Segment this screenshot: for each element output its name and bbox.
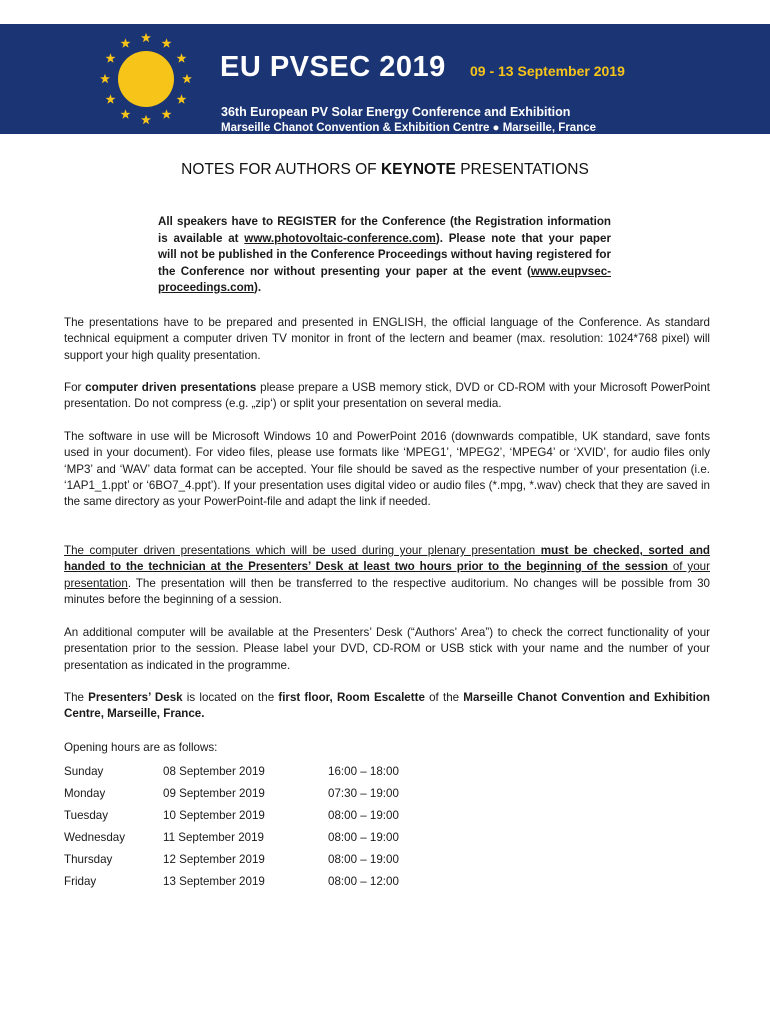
title-text-post: PRESENTATIONS [455,161,589,178]
hours-row [64,761,399,783]
hours-time: 08:00 – 19:00 [328,809,399,822]
hours-date: 08 September 2019 [163,765,265,778]
opening-hours-intro: Opening hours are as follows: [64,741,218,754]
title-text-pre: NOTES FOR AUTHORS OF [181,161,381,178]
title-text-keynote: KEYNOTE [380,161,456,178]
star-icon [182,74,192,83]
hours-row [64,783,399,805]
bold-text: first floor, Room Escalette [278,691,425,704]
hours-date: 11 September 2019 [163,831,264,844]
hours-date: 10 September 2019 [163,809,265,822]
paragraph-presenters-desk [64,690,710,723]
star-icon [177,94,187,103]
star-icon [162,109,172,118]
paragraph-software: The software in use will be Microsoft Windows 10 and PowerPoint 2016 (downwards compatible, UK standard, save fonts used in your document). For video files, please use formats like ‘MPEG1’, ‘MPEG2’, ‘MPEG4’ or ‘XVID’, for audio files only ‘MP3’ and ‘WAV’ data format can be accepted. Your file should be saved as the respective number of your presentation (i.e. ‘1AP1_1.ppt’ or ‘6BO7_4.ppt’). If your presentation uses digital video or audio files (*.mpg, *.wav) check that they are saved in the same directory as your PowerPoint-file and adapt the link if needed. [64,430,710,509]
star-icon [106,53,116,62]
text: is located on the [182,691,279,704]
star-icon [141,33,151,42]
bold-underlined-text: must be checked, sorted and handed to the technician at the Presenters’ Desk at least two hours prior to the beginning of the session [64,544,710,574]
hours-day: Thursday [64,853,113,866]
eu-stars-sun-logo-icon [96,24,196,134]
hours-date: 12 September 2019 [163,853,265,866]
header-banner [0,24,770,134]
star-icon [177,53,187,62]
text: . The presentation will then be transferred to the respective auditorium. No changes will be possible from 30 minutes before the beginning of a session. [64,576,710,606]
text: please prepare a USB memory stick, DVD or CD-ROM with your Microsoft PowerPoint presentation. Do not compress (e.g. „zip‘) or split your presentation on several media. [64,381,710,411]
hours-row [64,827,399,849]
paragraph-language: The presentations have to be prepared and presented in ENGLISH, the official language of the Conference. As standard technical equipment a computer driven TV monitor in front of the lectern and beamer (max. resolution: 1024*768 pixel) will support your high quality presentation. [64,316,710,362]
bold-text: computer driven presentations [85,381,257,394]
banner-dates: 09 - 13 September 2019 [470,63,625,79]
registration-text: ). [254,281,262,294]
hours-time: 08:00 – 19:00 [328,831,399,844]
banner-venue: Marseille Chanot Convention & Exhibition Centre ● Marseille, France [221,122,597,134]
registration-notice [158,214,611,297]
star-icon [121,38,131,47]
registration-text: ). Please note that your paper will not be published in the Conference Proceedings without having registered for the Conference nor without presenting your paper at the event ( [158,231,611,278]
conference-link[interactable]: www.photovoltaic-conference.com [244,231,436,245]
hours-time: 08:00 – 19:00 [328,853,399,866]
banner-title: EU PVSEC 2019 [220,51,446,83]
hours-day: Monday [64,787,106,800]
hours-time: 16:00 – 18:00 [328,765,399,778]
hours-row [64,849,399,871]
star-icon [121,109,131,118]
paragraph-handover [64,543,710,608]
hours-time: 07:30 – 19:00 [328,787,399,800]
star-icon [141,115,151,124]
document-title [0,161,770,179]
hours-time: 08:00 – 12:00 [328,875,399,888]
underlined-text: of your presentation [64,560,710,590]
bold-text: Marseille Chanot Convention and Exhibition Centre, Marseille, France. [64,691,710,721]
paragraph-media [64,380,710,413]
proceedings-link[interactable]: www.eupvsec-proceedings.com [158,264,611,294]
hours-day: Wednesday [64,831,126,844]
opening-hours [64,739,399,893]
hours-date: 09 September 2019 [163,787,265,800]
text: of the [424,691,464,704]
star-icon [100,74,110,83]
hours-row [64,871,399,893]
bold-text: Presenters’ Desk [88,691,183,704]
hours-row [64,805,399,827]
text: For [64,381,86,394]
hours-day: Sunday [64,765,104,778]
star-icon [106,94,116,103]
hours-date: 13 September 2019 [163,875,265,888]
star-icon [162,38,172,47]
paragraph-additional-computer: An additional computer will be available at the Presenters’ Desk (“Authors' Area”) to check the correct functionality of your presentation prior to the session. Please label your DVD, CD-ROM or USB stick with your name and the number of your presentation as indicated in the programme. [64,626,710,672]
underlined-text: The computer driven presentations which will be used during your plenary presentation [64,544,541,557]
hours-day: Tuesday [64,809,109,822]
banner-subtitle: 36th European PV Solar Energy Conference and Exhibition [221,105,571,119]
registration-text: All speakers have to REGISTER for the Conference (the Registration information is available at [158,215,611,245]
text: The [64,691,89,704]
hours-day: Friday [64,875,97,888]
